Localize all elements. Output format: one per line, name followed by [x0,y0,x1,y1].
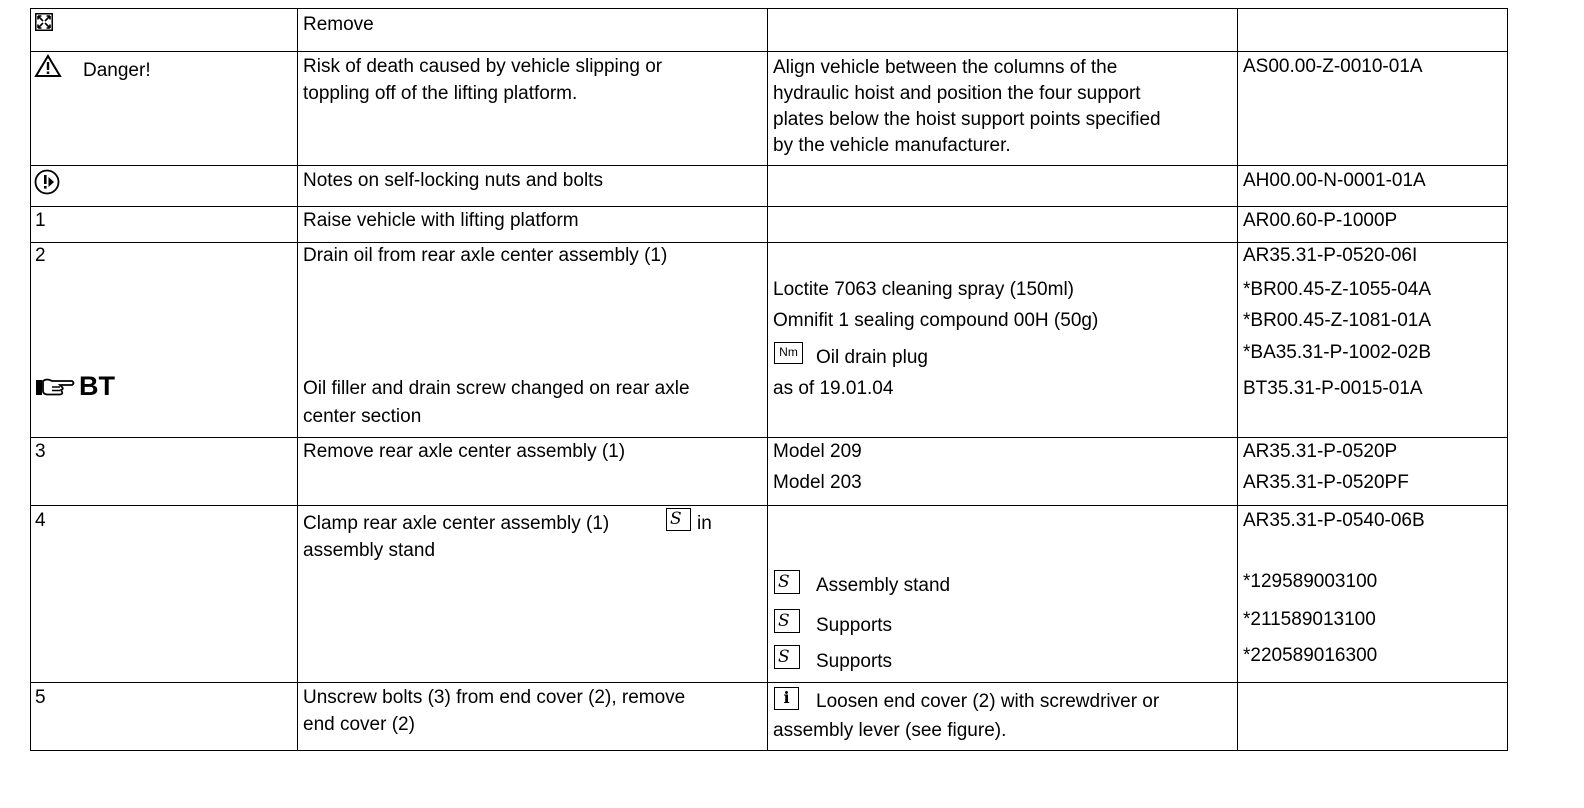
procedure-table [30,8,1508,751]
bt-ref: BT35.31-P-0015-01A [1243,378,1423,399]
row-divider [31,165,1507,166]
special-tool-icon: S [774,609,800,633]
step4-action: assembly stand [303,540,436,561]
danger-note: hydraulic hoist and position the four support [773,83,1141,104]
danger-note: by the vehicle manufacturer. [773,135,1011,156]
bt-note: as of 19.01.04 [773,378,894,399]
step4-tool: Supports [816,651,893,672]
step5-action: Unscrew bolts (3) from end cover (2), remove [303,687,686,708]
bt-label: BT [79,371,115,401]
step2-material-ref: *BR00.45-Z-1081-01A [1243,310,1431,331]
step4-tool-ref: *129589003100 [1243,571,1378,592]
step4-ref: AR35.31-P-0540-06B [1243,510,1425,531]
step2-torque-item: Oil drain plug [816,347,928,368]
expand-arrows-icon [35,13,53,31]
step4-tool: Supports [816,615,893,636]
col-divider [767,9,768,750]
bt-action: center section [303,406,422,427]
step3-model: Model 209 [773,441,862,462]
step4-action: in [697,513,712,534]
step5-action: end cover (2) [303,714,415,735]
notice-circle-icon [34,169,60,195]
step1-action: Raise vehicle with lifting platform [303,210,579,231]
pointing-hand-icon [34,375,76,397]
step5-note: Loosen end cover (2) with screwdriver or [816,691,1160,712]
step2-ref: AR35.31-P-0520-06I [1243,245,1418,266]
special-tool-icon: S [666,508,691,531]
step4-tool: Assembly stand [816,575,951,596]
step2-material: Loctite 7063 cleaning spray (150ml) [773,279,1075,300]
col-divider [1237,9,1238,750]
step2-action: Drain oil from rear axle center assembly (1) [303,245,668,266]
step-number: 5 [35,687,46,708]
danger-action: toppling off of the lifting platform. [303,83,578,104]
step3-model-ref: AR35.31-P-0520P [1243,441,1398,462]
info-icon: i [774,687,799,710]
step1-ref: AR00.60-P-1000P [1243,210,1398,231]
step5-note: assembly lever (see figure). [773,720,1007,741]
danger-label: Danger! [83,60,151,81]
row-divider [31,437,1507,438]
step3-model-ref: AR35.31-P-0520PF [1243,472,1409,493]
danger-ref: AS00.00-Z-0010-01A [1243,56,1423,77]
step2-material-ref: *BR00.45-Z-1055-04A [1243,279,1431,300]
row-divider [31,505,1507,506]
danger-note: Align vehicle between the columns of the [773,57,1118,78]
step4-action: Clamp rear axle center assembly (1) [303,513,610,534]
step2-torque-ref: *BA35.31-P-1002-02B [1243,342,1432,363]
step-number: 3 [35,441,46,462]
step4-tool-ref: *220589016300 [1243,645,1378,666]
step3-action: Remove rear axle center assembly (1) [303,441,626,462]
row-divider [31,682,1507,683]
warning-triangle-icon [34,54,62,78]
bt-action: Oil filler and drain screw changed on rear axle [303,378,690,399]
special-tool-icon: S [774,570,800,594]
step3-model: Model 203 [773,472,862,493]
notes-ref: AH00.00-N-0001-01A [1243,170,1426,191]
step-number: 4 [35,510,46,531]
torque-nm-icon: Nm [774,342,803,364]
danger-note: plates below the hoist support points specified [773,109,1161,130]
step-number: 2 [35,245,46,266]
danger-action: Risk of death caused by vehicle slipping or [303,56,663,77]
step2-material: Omnifit 1 sealing compound 00H (50g) [773,310,1099,331]
col-divider [297,9,298,750]
notes-action: Notes on self-locking nuts and bolts [303,170,603,191]
row-divider [31,51,1507,52]
row-divider [31,206,1507,207]
step-number: 1 [35,210,46,231]
special-tool-icon: S [774,645,800,669]
remove-heading: Remove [303,14,374,35]
step4-tool-ref: *211589013100 [1243,609,1376,630]
